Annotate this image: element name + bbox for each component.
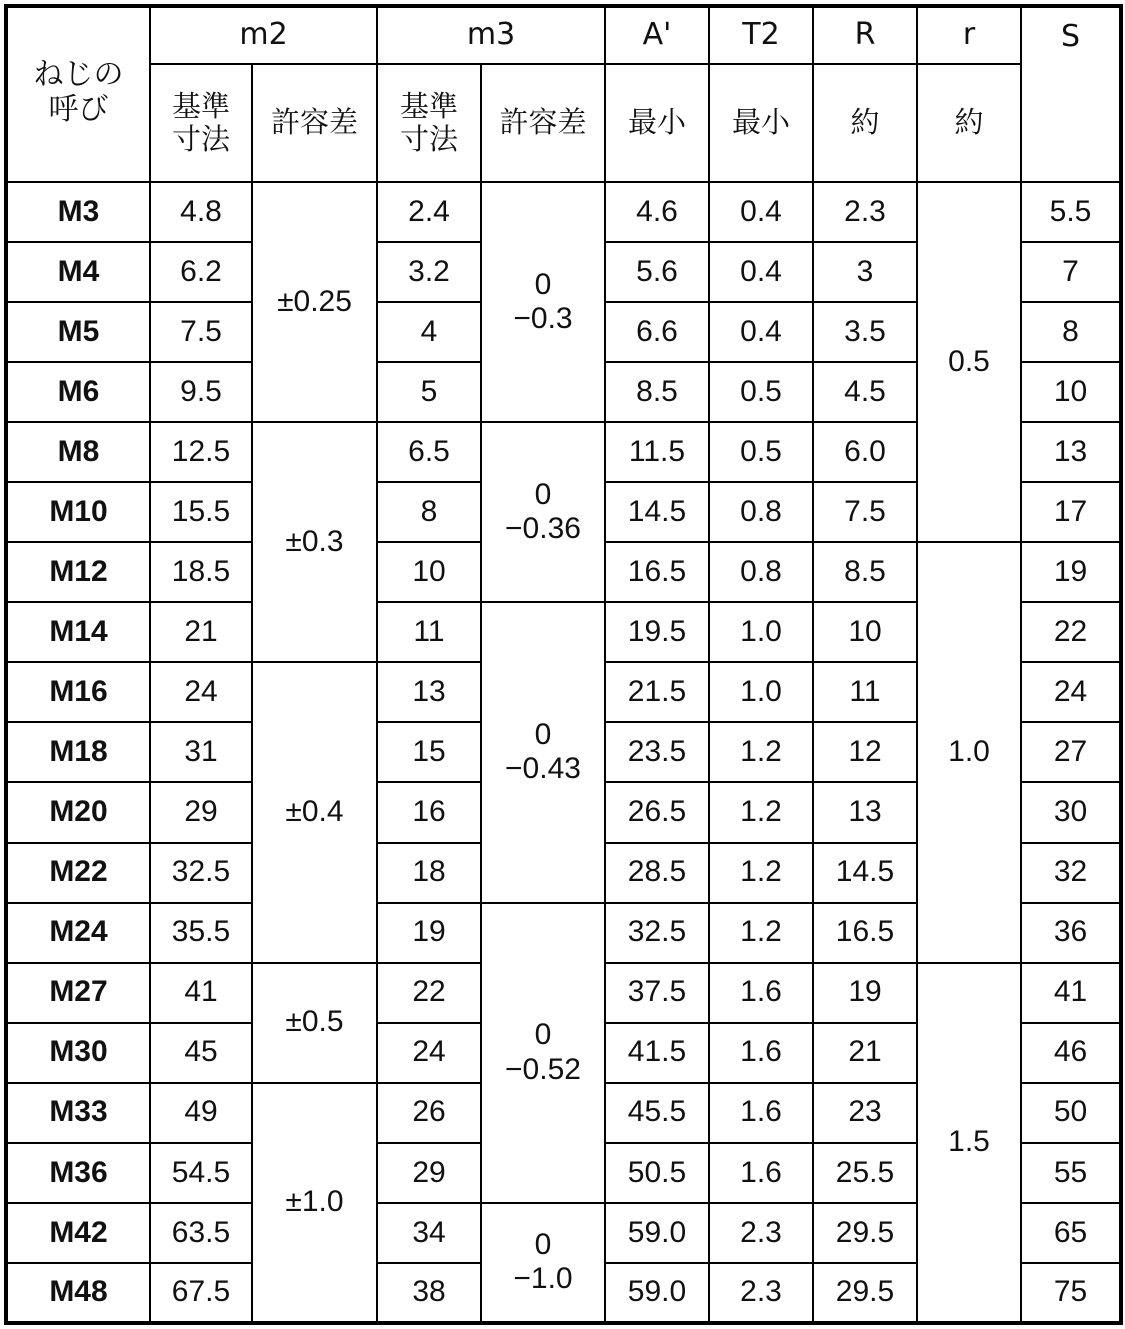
r-upper-cell: 12 (813, 722, 917, 782)
subheader-r-lower-approx: 約 (917, 64, 1021, 182)
t2-cell: 0.5 (709, 422, 813, 482)
t2-cell: 1.6 (709, 1143, 813, 1203)
subheader-m3-tolerance: 許容差 (481, 64, 605, 182)
m2-basic-cell: 35.5 (150, 903, 252, 963)
m2-basic-cell: 21 (150, 602, 252, 662)
thread-designation-cell: M3 (6, 182, 150, 242)
m3-tolerance-upper: 0 (534, 267, 552, 301)
header-m3: m3 (377, 6, 605, 64)
s-cell: 7 (1021, 242, 1121, 302)
m2-basic-cell: 32.5 (150, 843, 252, 903)
m2-basic-cell: 4.8 (150, 182, 252, 242)
m3-basic-cell: 29 (377, 1143, 481, 1203)
header-a-prime: A' (605, 6, 709, 64)
a-prime-cell: 59.0 (605, 1263, 709, 1323)
header-r-upper: R (813, 6, 917, 64)
m3-basic-cell: 4 (377, 302, 481, 362)
m3-basic-cell: 18 (377, 843, 481, 903)
m3-basic-cell: 2.4 (377, 182, 481, 242)
thread-designation-cell: M42 (6, 1203, 150, 1263)
header-t2: T2 (709, 6, 813, 64)
a-prime-cell: 19.5 (605, 602, 709, 662)
thread-designation-cell: M27 (6, 963, 150, 1023)
thread-designation-cell: M4 (6, 242, 150, 302)
r-upper-cell: 25.5 (813, 1143, 917, 1203)
thread-designation-cell: M5 (6, 302, 150, 362)
m3-basic-cell: 38 (377, 1263, 481, 1323)
m2-tolerance-cell: ±0.3 (252, 422, 377, 662)
s-cell: 75 (1021, 1263, 1121, 1323)
m3-tolerance-lower: −0.43 (505, 752, 581, 786)
r-upper-cell: 13 (813, 782, 917, 842)
s-cell: 5.5 (1021, 182, 1121, 242)
r-upper-cell: 4.5 (813, 362, 917, 422)
m2-basic-cell: 45 (150, 1023, 252, 1083)
m2-tolerance-cell: ±1.0 (252, 1083, 377, 1323)
thread-designation-cell: M20 (6, 782, 150, 842)
m2-basic-cell: 24 (150, 662, 252, 722)
thread-designation-cell: M16 (6, 662, 150, 722)
m3-basic-cell: 3.2 (377, 242, 481, 302)
thread-designation-cell: M14 (6, 602, 150, 662)
m2-tolerance-cell: ±0.4 (252, 662, 377, 962)
r-upper-cell: 23 (813, 1083, 917, 1143)
a-prime-cell: 5.6 (605, 242, 709, 302)
r-upper-cell: 19 (813, 963, 917, 1023)
thread-designation-cell: M18 (6, 722, 150, 782)
r-upper-cell: 7.5 (813, 482, 917, 542)
m3-basic-cell: 5 (377, 362, 481, 422)
r-upper-cell: 14.5 (813, 843, 917, 903)
t2-cell: 1.2 (709, 843, 813, 903)
a-prime-cell: 37.5 (605, 963, 709, 1023)
thread-dimension-table (4, 4, 1123, 1325)
m3-tolerance-lower: −0.36 (505, 512, 581, 546)
m3-tolerance-cell (481, 182, 605, 422)
t2-cell: 0.8 (709, 482, 813, 542)
a-prime-cell: 23.5 (605, 722, 709, 782)
r-upper-cell: 8.5 (813, 542, 917, 602)
s-cell: 46 (1021, 1023, 1121, 1083)
subheader-m2-tolerance: 許容差 (252, 64, 377, 182)
a-prime-cell: 16.5 (605, 542, 709, 602)
m3-tolerance-upper: 0 (534, 477, 552, 511)
m3-basic-cell: 24 (377, 1023, 481, 1083)
t2-cell: 0.4 (709, 182, 813, 242)
thread-designation-cell: M36 (6, 1143, 150, 1203)
s-cell: 27 (1021, 722, 1121, 782)
thread-designation-cell: M30 (6, 1023, 150, 1083)
m3-basic-cell: 22 (377, 963, 481, 1023)
m3-basic-cell: 19 (377, 903, 481, 963)
table-header (6, 6, 1121, 182)
m2-tolerance-cell: ±0.5 (252, 963, 377, 1083)
r-upper-cell: 11 (813, 662, 917, 722)
m3-tolerance-cell (481, 602, 605, 902)
m2-basic-cell: 9.5 (150, 362, 252, 422)
thread-designation-cell: M10 (6, 482, 150, 542)
subheader-r-upper-approx: 約 (813, 64, 917, 182)
s-cell: 55 (1021, 1143, 1121, 1203)
t2-cell: 0.5 (709, 362, 813, 422)
m3-basic-cell: 26 (377, 1083, 481, 1143)
m2-tolerance-cell: ±0.25 (252, 182, 377, 422)
r-upper-cell: 3.5 (813, 302, 917, 362)
s-cell: 24 (1021, 662, 1121, 722)
t2-cell: 0.4 (709, 242, 813, 302)
m3-tolerance-cell (481, 1203, 605, 1323)
subheader-m3-basic: 基準 寸法 (377, 64, 481, 182)
m2-basic-cell: 41 (150, 963, 252, 1023)
a-prime-cell: 4.6 (605, 182, 709, 242)
m3-basic-cell: 6.5 (377, 422, 481, 482)
r-upper-cell: 2.3 (813, 182, 917, 242)
a-prime-cell: 41.5 (605, 1023, 709, 1083)
thread-designation-cell: M48 (6, 1263, 150, 1323)
t2-cell: 1.6 (709, 1083, 813, 1143)
a-prime-cell: 59.0 (605, 1203, 709, 1263)
a-prime-cell: 32.5 (605, 903, 709, 963)
a-prime-cell: 6.6 (605, 302, 709, 362)
t2-cell: 1.2 (709, 782, 813, 842)
m2-basic-cell: 31 (150, 722, 252, 782)
a-prime-cell: 45.5 (605, 1083, 709, 1143)
thread-designation-cell: M6 (6, 362, 150, 422)
thread-designation-cell: M8 (6, 422, 150, 482)
header-m2: m2 (150, 6, 377, 64)
s-cell: 30 (1021, 782, 1121, 842)
t2-cell: 2.3 (709, 1263, 813, 1323)
m2-basic-cell: 49 (150, 1083, 252, 1143)
s-cell: 36 (1021, 903, 1121, 963)
r-upper-cell: 6.0 (813, 422, 917, 482)
m2-basic-cell: 29 (150, 782, 252, 842)
table-body (6, 182, 1121, 1323)
m2-basic-cell: 63.5 (150, 1203, 252, 1263)
thread-designation-cell: M24 (6, 903, 150, 963)
m3-tolerance-upper: 0 (534, 717, 552, 751)
m2-basic-cell: 7.5 (150, 302, 252, 362)
r-upper-cell: 21 (813, 1023, 917, 1083)
r-upper-cell: 29.5 (813, 1203, 917, 1263)
s-cell: 10 (1021, 362, 1121, 422)
s-cell: 8 (1021, 302, 1121, 362)
s-cell: 65 (1021, 1203, 1121, 1263)
thread-designation-cell: M22 (6, 843, 150, 903)
m2-basic-cell: 18.5 (150, 542, 252, 602)
m2-basic-cell: 15.5 (150, 482, 252, 542)
t2-cell: 2.3 (709, 1203, 813, 1263)
a-prime-cell: 14.5 (605, 482, 709, 542)
header-r-lower: r (917, 6, 1021, 64)
m2-basic-cell: 67.5 (150, 1263, 252, 1323)
t2-cell: 0.8 (709, 542, 813, 602)
header-s: S (1021, 6, 1121, 182)
t2-cell: 0.4 (709, 302, 813, 362)
m2-basic-cell: 12.5 (150, 422, 252, 482)
s-cell: 50 (1021, 1083, 1121, 1143)
s-cell: 13 (1021, 422, 1121, 482)
m2-basic-cell: 6.2 (150, 242, 252, 302)
a-prime-cell: 8.5 (605, 362, 709, 422)
s-cell: 19 (1021, 542, 1121, 602)
r-lower-cell: 0.5 (917, 182, 1021, 542)
subheader-m2-basic: 基準 寸法 (150, 64, 252, 182)
s-cell: 17 (1021, 482, 1121, 542)
m3-basic-cell: 15 (377, 722, 481, 782)
m2-basic-cell: 54.5 (150, 1143, 252, 1203)
r-lower-cell: 1.0 (917, 542, 1021, 962)
t2-cell: 1.6 (709, 1023, 813, 1083)
subheader-a-prime-min: 最小 (605, 64, 709, 182)
t2-cell: 1.0 (709, 602, 813, 662)
thread-designation-cell: M33 (6, 1083, 150, 1143)
s-cell: 22 (1021, 602, 1121, 662)
t2-cell: 1.2 (709, 903, 813, 963)
thread-designation-cell: M12 (6, 542, 150, 602)
a-prime-cell: 21.5 (605, 662, 709, 722)
r-upper-cell: 10 (813, 602, 917, 662)
m3-basic-cell: 11 (377, 602, 481, 662)
t2-cell: 1.2 (709, 722, 813, 782)
a-prime-cell: 11.5 (605, 422, 709, 482)
header-thread-designation: ねじの 呼び (6, 6, 150, 182)
m3-tolerance-cell (481, 903, 605, 1203)
m3-tolerance-cell (481, 422, 605, 602)
table-row (6, 182, 1121, 242)
s-cell: 41 (1021, 963, 1121, 1023)
m3-basic-cell: 34 (377, 1203, 481, 1263)
m3-basic-cell: 10 (377, 542, 481, 602)
r-upper-cell: 29.5 (813, 1263, 917, 1323)
r-upper-cell: 16.5 (813, 903, 917, 963)
m3-tolerance-lower: −1.0 (513, 1262, 573, 1296)
m3-tolerance-upper: 0 (534, 1227, 552, 1261)
r-lower-cell: 1.5 (917, 963, 1021, 1323)
m3-tolerance-upper: 0 (534, 1018, 552, 1052)
t2-cell: 1.0 (709, 662, 813, 722)
a-prime-cell: 50.5 (605, 1143, 709, 1203)
subheader-t2-min: 最小 (709, 64, 813, 182)
m3-tolerance-lower: −0.52 (505, 1052, 581, 1086)
a-prime-cell: 28.5 (605, 843, 709, 903)
t2-cell: 1.6 (709, 963, 813, 1023)
a-prime-cell: 26.5 (605, 782, 709, 842)
m3-basic-cell: 16 (377, 782, 481, 842)
m3-basic-cell: 13 (377, 662, 481, 722)
m3-tolerance-lower: −0.3 (513, 302, 573, 336)
m3-basic-cell: 8 (377, 482, 481, 542)
s-cell: 32 (1021, 843, 1121, 903)
r-upper-cell: 3 (813, 242, 917, 302)
